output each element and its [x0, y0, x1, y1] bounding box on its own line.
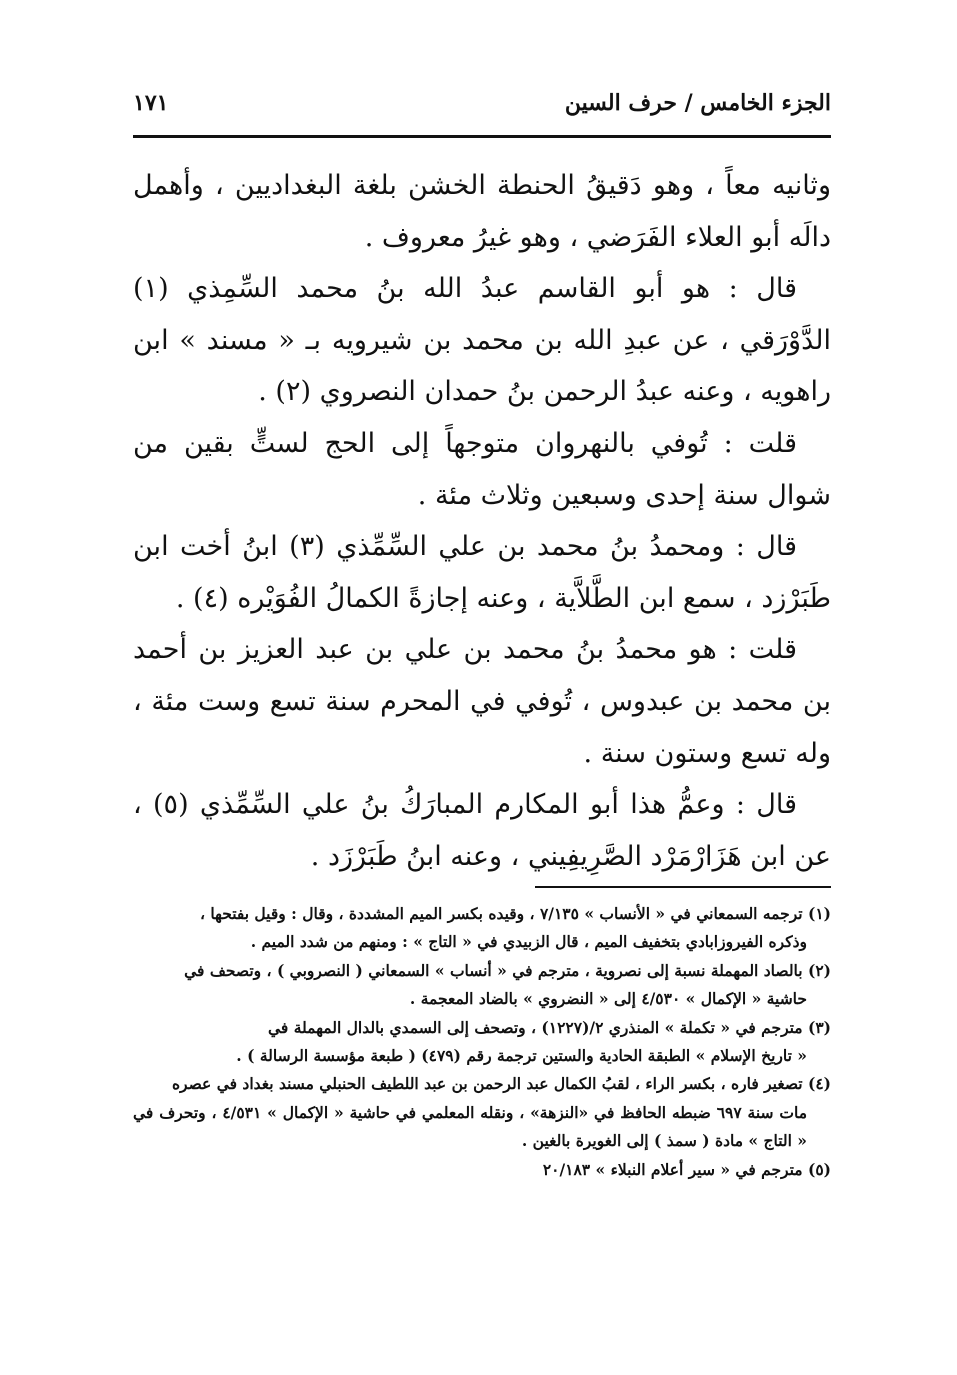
footnote-5 [133, 1156, 831, 1184]
footnote-1 [133, 900, 831, 957]
footnote-continuation: حاشية « الإكمال » ٤/٥٣٠ إلى « النضروي » بالضاد المعجمة . [409, 989, 807, 1009]
footnote-separator [535, 886, 831, 888]
footnote-line: (١) ترجمه السمعاني في « الأنساب » ٧/١٣٥ ، وقيده بكسر الميم المشددة ، وقال : وقيل بفتحها ، [199, 904, 831, 923]
paragraph: قال : هو أبو القاسم عبدُ الله بنُ محمد السِّمِذي (١) الدَّوْرَقي ، عن عبدِ الله بن محمد بن شيرويه بـ « مسند » ابن راهويه ، وعنه عبدُ الرحمن بنُ حمدان النصروي (٢) . [133, 273, 831, 408]
footnote-continuation: مات سنة ٦٩٧ ضبطه الحافظ في «النزهة» ، ونقله المعلمي في حاشية « الإكمال » ٤/٥٣١ ، وتحرف في « التاج » مادة ( سمذ ) إلى الغويرة بالغين . [133, 1102, 807, 1151]
footnote-line: (٣) مترجم في « تكملة » المنذري ٢/(١٢٢٧) ، وتصحف إلى السمدي بالدال المهملة في [267, 1017, 831, 1037]
footnote-3 [133, 1014, 831, 1071]
footnote-4 [133, 1070, 831, 1155]
paragraph: قلت : تُوفي بالنهروان متوجهاً إلى الحج لستٍّ بقين من شوال سنة إحدى وسبعين وثلاث مئة . [133, 427, 831, 511]
paragraph: وثانيه معاً ، وهو دَقيقُ الحنطة الخشن بلغة البغداديين ، وأهمل دالَه أبو العلاء الفَرَضي ، وهو غيرُ معروف . [133, 170, 831, 253]
paragraph: قلت : هو محمدُ بنُ محمد بن علي بن عبد العزيز بن أحمد بن محمد بن عبدوس ، تُوفي في المحرم سنة تسع وست مئة ، وله تسع وستون سنة . [133, 634, 831, 769]
page-header [133, 84, 831, 134]
footnote-continuation: وذكره الفيروزابادي بتخفيف الميم ، قال الزبيدي في « التاج » : ومنهم من شدد الميم . [250, 932, 807, 952]
footnote-line: (٥) مترجم في « سير أعلام النبلاء » ٢٠/١٨٣ [542, 1159, 831, 1179]
page-number: ١٧١ [133, 90, 169, 116]
paragraph: قال : وعمُّ هذا أبو المكارم المبارَكُ بنُ علي السِّمِّذي (٥) ، عن ابن هَزَارْمَرْد الصَّرِيفِيني ، وعنه ابنُ طَبَرْزَد . [133, 789, 831, 872]
footnotes [133, 900, 831, 1184]
main-text [133, 160, 831, 882]
footnote-line: (٢) بالصاد المهملة نسبة إلى نصروية ، مترجم في « أنساب » السمعاني ( النصروبي ) ، وتصحف في [184, 960, 831, 980]
footnote-2 [133, 957, 831, 1014]
footnote-line: (٤) تصغير فاره ، بكسر الراء ، لقبُ الكمال عبد الرحمن بن عبد اللطيف الحنبلي مسند بغداد في عصره [171, 1074, 831, 1094]
running-title: الجزء الخامس / حرف السين [564, 90, 831, 116]
header-rule [133, 135, 831, 138]
footnote-continuation: « تاريخ الإسلام » الطبقة الحادية والستين ترجمة رقم (٤٧٩) ( طبعة مؤسسة الرسالة ) . [236, 1046, 807, 1066]
paragraph: قال : ومحمدُ بنُ محمد بن علي السِّمِّذي (٣) ابنُ أخت ابن طَبَرْزد ، سمع ابن الطَّلاَّية ، وعنه إجازةً الكمالُ الفُوَيْره (٤) . [133, 531, 831, 614]
